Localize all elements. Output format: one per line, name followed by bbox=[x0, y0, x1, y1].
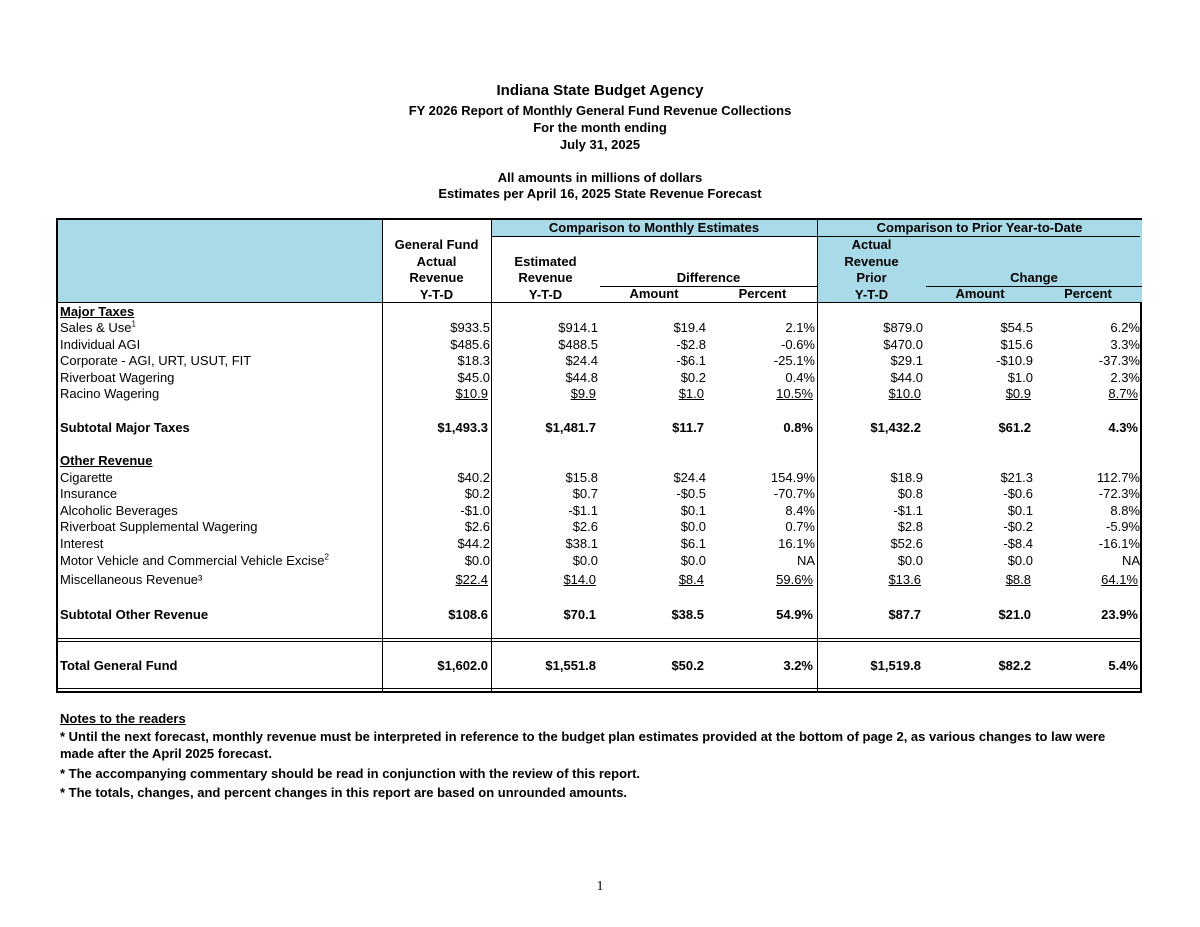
table-cell: $2.6 bbox=[572, 519, 598, 534]
col-header-diff-percent: Percent bbox=[738, 286, 787, 301]
row-label: Sales & Use$^1$ bbox=[60, 319, 136, 335]
table-cell: $0.1 bbox=[1007, 503, 1033, 518]
table-cell: $15.8 bbox=[565, 470, 598, 485]
table-cell: $87.7 bbox=[888, 607, 921, 622]
table-cell: $21.0 bbox=[998, 607, 1031, 622]
table-cell: $38.1 bbox=[565, 536, 598, 551]
page-number: 1 bbox=[596, 879, 604, 894]
table-cell: $14.0 bbox=[563, 572, 596, 587]
note-item: * The totals, changes, and percent changes in this report are based on unrounded amounts. bbox=[60, 785, 628, 800]
table-cell: $44.0 bbox=[890, 370, 923, 385]
table-cell: $44.8 bbox=[565, 370, 598, 385]
table-cell: $29.1 bbox=[890, 353, 923, 368]
group-header-prior: Comparison to Prior Year-to-Date bbox=[876, 220, 1083, 235]
row-label: Corporate - AGI, URT, USUT, FIT bbox=[60, 353, 252, 368]
bottom-rule bbox=[58, 688, 1140, 689]
col-header-difference: Difference bbox=[676, 270, 741, 285]
table-cell: $13.6 bbox=[888, 572, 921, 587]
table-cell: $2.6 bbox=[464, 519, 490, 534]
table-cell: $38.5 bbox=[671, 607, 704, 622]
table-cell: $8.8 bbox=[1005, 572, 1031, 587]
row-label: Riverboat Supplemental Wagering bbox=[60, 519, 258, 534]
table-cell: 6.2% bbox=[1110, 320, 1140, 335]
table-cell: $1,519.8 bbox=[870, 658, 921, 673]
table-cell: NA bbox=[796, 553, 815, 568]
table-cell: $1,602.0 bbox=[437, 658, 488, 673]
table-cell: $21.3 bbox=[1000, 470, 1033, 485]
table-cell: $485.6 bbox=[450, 337, 490, 352]
row-label: Subtotal Other Revenue bbox=[60, 607, 209, 622]
table-cell: $0.8 bbox=[897, 486, 923, 501]
table-cell: $24.4 bbox=[673, 470, 706, 485]
table-cell: -37.3% bbox=[1098, 353, 1140, 368]
section-heading: Other Revenue bbox=[60, 453, 153, 468]
table-cell: $40.2 bbox=[457, 470, 490, 485]
table-cell: -$1.1 bbox=[568, 503, 598, 518]
table-cell: $54.5 bbox=[1000, 320, 1033, 335]
table-cell: $10.0 bbox=[888, 386, 921, 401]
table-cell: 64.1% bbox=[1101, 572, 1138, 587]
table-cell: -16.1% bbox=[1098, 536, 1140, 551]
table-cell: -$0.2 bbox=[1003, 519, 1033, 534]
table-cell: 59.6% bbox=[776, 572, 813, 587]
table-cell: -5.9% bbox=[1106, 519, 1140, 534]
table-cell: 8.8% bbox=[1110, 503, 1140, 518]
table-cell: $0.1 bbox=[680, 503, 706, 518]
month-line: For the month ending bbox=[533, 120, 667, 135]
table-cell: $0.0 bbox=[680, 553, 706, 568]
table-cell: 23.9% bbox=[1101, 607, 1138, 622]
header-band-blank bbox=[58, 220, 382, 236]
table-cell: $24.4 bbox=[565, 353, 598, 368]
table-cell: $44.2 bbox=[457, 536, 490, 551]
table-cell: $70.1 bbox=[563, 607, 596, 622]
table-cell: $52.6 bbox=[890, 536, 923, 551]
table-cell: $1,432.2 bbox=[870, 420, 921, 435]
table-cell: $1.0 bbox=[678, 386, 704, 401]
table-cell: -$6.1 bbox=[676, 353, 706, 368]
col-header-change: Change bbox=[1010, 270, 1058, 285]
total-rule-2 bbox=[58, 641, 1140, 642]
table-cell: -$8.4 bbox=[1003, 536, 1033, 551]
row-label: Individual AGI bbox=[60, 337, 141, 352]
table-cell: 5.4% bbox=[1108, 658, 1138, 673]
table-cell: 3.3% bbox=[1110, 337, 1140, 352]
amounts-note: All amounts in millions of dollars bbox=[497, 170, 703, 185]
estimates-note: Estimates per April 16, 2025 State Revenue Forecast bbox=[438, 186, 762, 201]
row-label: Riverboat Wagering bbox=[60, 370, 175, 385]
row-label: Interest bbox=[60, 536, 104, 551]
table-cell: -$10.9 bbox=[996, 353, 1033, 368]
table-cell: 0.4% bbox=[785, 370, 815, 385]
table-cell: 0.7% bbox=[785, 519, 815, 534]
note-item: * The accompanying commentary should be read in conjunction with the review of this report. bbox=[60, 766, 641, 781]
total-rule-1 bbox=[58, 638, 1140, 639]
row-label: Alcoholic Beverages bbox=[60, 503, 178, 518]
table-cell: -$2.8 bbox=[676, 337, 706, 352]
table-cell: NA bbox=[1121, 553, 1140, 568]
col-header-change-percent: Percent bbox=[1064, 286, 1112, 301]
table-cell: -$0.5 bbox=[676, 486, 706, 501]
table-cell: 4.3% bbox=[1108, 420, 1138, 435]
table-cell: $0.0 bbox=[680, 519, 706, 534]
table-cell: 8.7% bbox=[1108, 386, 1138, 401]
table-cell: $488.5 bbox=[558, 337, 598, 352]
table-cell: $470.0 bbox=[883, 337, 923, 352]
table-cell: $0.0 bbox=[572, 553, 598, 568]
table-cell: $18.9 bbox=[890, 470, 923, 485]
table-cell: -72.3% bbox=[1098, 486, 1140, 501]
col-header-estimated: Estimated Revenue Y-T-D bbox=[514, 253, 577, 302]
header-band-label bbox=[58, 236, 382, 302]
group-header-monthly: Comparison to Monthly Estimates bbox=[548, 220, 760, 235]
agency-title: Indiana State Budget Agency bbox=[496, 82, 704, 99]
section-heading: Major Taxes bbox=[60, 304, 135, 319]
table-cell: 8.4% bbox=[785, 503, 815, 518]
table-cell: $11.7 bbox=[672, 420, 704, 435]
table-cell: -$0.6 bbox=[1003, 486, 1033, 501]
table-cell: $6.1 bbox=[680, 536, 706, 551]
table-cell: $879.0 bbox=[883, 320, 923, 335]
table-cell: $108.6 bbox=[448, 607, 488, 622]
table-cell: 0.8% bbox=[783, 420, 813, 435]
revenue-table bbox=[56, 218, 1142, 693]
table-cell: $22.4 bbox=[455, 572, 488, 587]
table-cell: 2.1% bbox=[785, 320, 815, 335]
table-cell: $61.2 bbox=[998, 420, 1031, 435]
table-cell: $2.8 bbox=[897, 519, 923, 534]
table-cell: $9.9 bbox=[570, 386, 596, 401]
table-cell: -25.1% bbox=[773, 353, 815, 368]
table-cell: $0.2 bbox=[680, 370, 706, 385]
row-label: Motor Vehicle and Commercial Vehicle Excise$^2$ bbox=[60, 552, 329, 568]
row-label: Cigarette bbox=[60, 470, 113, 485]
table-cell: $19.4 bbox=[673, 320, 706, 335]
table-cell: $933.5 bbox=[450, 320, 490, 335]
table-cell: $0.9 bbox=[1005, 386, 1031, 401]
row-label: Insurance bbox=[60, 486, 118, 501]
table-cell: -$1.1 bbox=[893, 503, 923, 518]
table-cell: $0.0 bbox=[897, 553, 923, 568]
table-cell: 3.2% bbox=[783, 658, 813, 673]
report-title: FY 2026 Report of Monthly General Fund Revenue Collections bbox=[408, 103, 792, 118]
table-cell: -$1.0 bbox=[460, 503, 490, 518]
row-label: Total General Fund bbox=[60, 658, 178, 673]
table-cell: $10.9 bbox=[455, 386, 488, 401]
table-cell: $0.7 bbox=[572, 486, 598, 501]
table-cell: 154.9% bbox=[770, 470, 815, 485]
table-cell: 16.1% bbox=[778, 536, 815, 551]
table-cell: $1,493.3 bbox=[437, 420, 488, 435]
table-cell: -0.6% bbox=[781, 337, 815, 352]
row-label: Subtotal Major Taxes bbox=[60, 420, 190, 435]
table-cell: $15.6 bbox=[1000, 337, 1033, 352]
table-cell: 2.3% bbox=[1110, 370, 1140, 385]
note-item: * Until the next forecast, monthly revenue must be interpreted in reference to the budget plan estimates provided at the bottom of page 2, as various changes to law were made after the April 2025 forecast. bbox=[60, 729, 1106, 761]
table-cell: $1,551.8 bbox=[545, 658, 596, 673]
col-header-actual: General Fund Actual Revenue Y-T-D bbox=[394, 237, 479, 302]
col-header-change-amount: Amount bbox=[955, 286, 1005, 301]
table-cell: $0.0 bbox=[464, 553, 490, 568]
table-cell: $1,481.7 bbox=[545, 420, 596, 435]
table-cell: $82.2 bbox=[998, 658, 1031, 673]
table-cell: 54.9% bbox=[776, 607, 813, 622]
table-cell: $18.3 bbox=[457, 353, 490, 368]
col-header-diff-amount: Amount bbox=[629, 286, 679, 301]
table-cell: $1.0 bbox=[1007, 370, 1033, 385]
notes-title: Notes to the readers bbox=[60, 711, 186, 726]
table-cell: $0.2 bbox=[464, 486, 490, 501]
col-header-prior: Actual Revenue Prior Y-T-D bbox=[844, 237, 899, 302]
table-cell: $8.4 bbox=[678, 572, 704, 587]
table-cell: $914.1 bbox=[558, 320, 598, 335]
table-cell: 10.5% bbox=[776, 386, 813, 401]
table-cell: $50.2 bbox=[671, 658, 704, 673]
table-cell: 112.7% bbox=[1096, 470, 1140, 485]
table-cell: $0.0 bbox=[1007, 553, 1033, 568]
report-date: July 31, 2025 bbox=[559, 137, 641, 152]
table-cell: -70.7% bbox=[773, 486, 815, 501]
table-cell: $45.0 bbox=[457, 370, 490, 385]
row-label: Racino Wagering bbox=[60, 386, 160, 401]
row-label: Miscellaneous Revenue³ bbox=[60, 572, 203, 587]
